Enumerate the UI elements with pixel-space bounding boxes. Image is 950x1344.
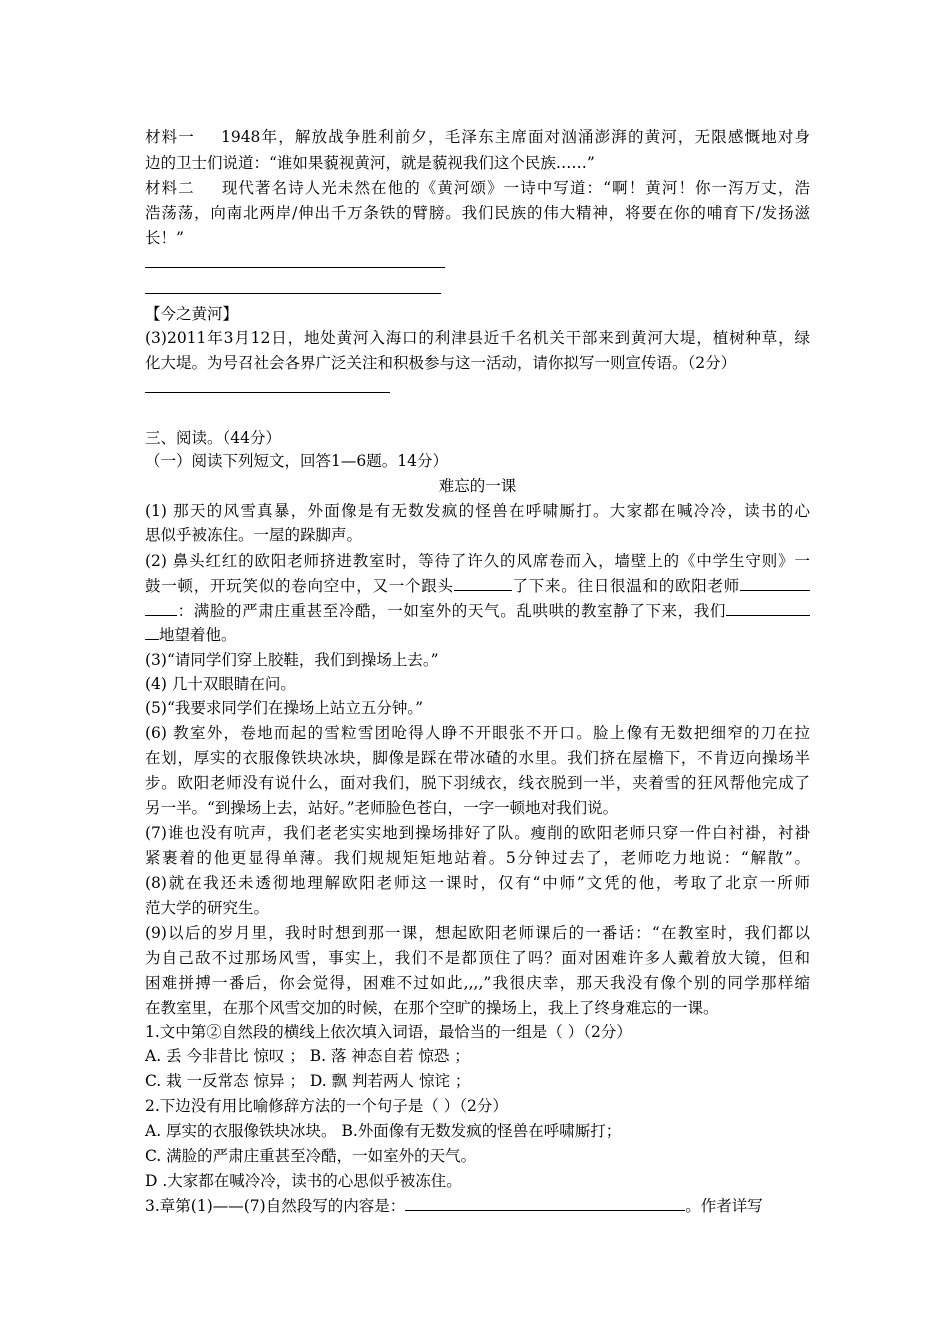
paragraph-2-line2 <box>145 575 810 597</box>
paragraph-2-line4 <box>145 624 810 646</box>
paragraph-1-line2: 思似乎被冻住。一屋的跺脚声。 <box>145 526 363 544</box>
paragraph-6-line3: 步。欧阳老师没有说什么，面对我们，脱下羽绒衣，线衣脱到一半，夹着雪的狂风帮他完成了 <box>145 774 810 792</box>
fill-blank-3[interactable] <box>726 601 810 616</box>
fill-blank-2-continued[interactable] <box>145 601 177 616</box>
fill-blank-3-continued[interactable] <box>145 625 159 640</box>
paragraph-9-line3: 困难拼搏一番后，你会觉得，困难不过如此,,,,”我很庆幸，那天我没有像个别的同学那样缩 <box>145 974 810 992</box>
paragraph-8-line1: (8)就在我还未透彻地理解欧阳老师这一课时，仅有“中师”文凭的他，考取了北京一所师 <box>145 874 810 892</box>
question-1-options-ab: A. 丢 今非昔比 惊叹 ； B. 落 神态自若 惊恐 ； <box>145 1047 470 1065</box>
material-one-label-line <box>145 126 810 148</box>
material-one-line1: 1948年，解放战争胜利前夕，毛泽东主席面对汹涌澎湃的黄河，无限感慨地对身 <box>220 128 810 146</box>
paragraph-3: (3)“请同学们穿上胶鞋，我们到操场上去。” <box>145 651 439 669</box>
paragraph-2-text: 地望着他。 <box>159 626 237 644</box>
paragraph-1-line1: (1) 那天的风雪真暴，外面像是有无数发疯的怪兽在呼啸厮打。大家都在喊冷冷，读书的心 <box>145 502 810 520</box>
paragraph-6-line4: 另一半。“到操场上去，站好。”老师脸色苍白，一字一顿地对我们说。 <box>145 799 619 817</box>
paragraph-2-text: 鼓一顿，开玩笑似的卷向空中，又一个跟头 <box>145 577 454 595</box>
question-3-line2: 化大堤。为号召社会各界广泛关注和积极参与这一活动，请你拟写一则宣传语。（2分） <box>145 354 737 372</box>
paragraph-5: (5)“我要求同学们在操场上站立五分钟。” <box>145 699 424 717</box>
fill-blank-2[interactable] <box>740 576 810 591</box>
question-3-line <box>145 1195 810 1217</box>
question-3-text: 3.章第(1)——(7)自然段写的内容是： <box>145 1197 406 1215</box>
paragraph-9-line4: 在教室里，在那个风雪交加的时候，在那个空旷的操场上，我上了终身难忘的一课。 <box>145 999 719 1017</box>
material-two-label: 材料二 <box>145 179 195 197</box>
question-1-stem: 1.文中第②自然段的横线上依次填入词语，最恰当的一组是（ ）（2分） <box>145 1023 632 1041</box>
question-2-option-d: D .大家都在喊冷冷，读书的心思似乎被冻住。 <box>145 1172 462 1190</box>
paragraph-2-text: 了下来。往日很温和的欧阳老师 <box>511 577 740 595</box>
paragraph-7-line2: 紧裹着的他更显得单薄。我们规规矩矩地站着。5分钟过去了，老师吃力地说：“解散”。 <box>145 849 810 867</box>
paragraph-9-line1: (9)以后的岁月里，我时时想到那一课，想起欧阳老师课后的一番话：“在教室时，我们都以 <box>145 924 810 942</box>
question-1-options-cd: C. 栽 一反常态 惊异 ； D. 飘 判若两人 惊诧 ； <box>145 1072 471 1090</box>
question-3-answer-blank[interactable] <box>405 1196 685 1211</box>
paragraph-2-line3 <box>145 600 810 622</box>
question-3-text: 。作者详写 <box>685 1197 763 1215</box>
paragraph-2-line1: (2) 鼻头红红的欧阳老师挤进教室时，等待了许久的风席卷而入，墙壁上的《中学生守则》一 <box>145 552 810 570</box>
answer-line <box>145 293 441 294</box>
paragraph-6-line2: 在划，厚实的衣服像铁块冰块，脚像是踩在带冰碴的水里。我们挤在屋檐下，不肯迈向操场半 <box>145 749 810 767</box>
paragraph-9-line2: 为自己敌不过那场风雪，事实上，我们不是都顶住了吗？面对困难许多人戴着放大镜，但和 <box>145 949 810 967</box>
answer-line <box>145 392 390 393</box>
paragraph-7-line1: (7)谁也没有吭声，我们老老实实地到操场排好了队。瘦削的欧阳老师只穿一件白衬褂，衬褂 <box>145 824 810 842</box>
paragraph-4: (4) 几十双眼睛在问。 <box>145 675 296 693</box>
paragraph-2-text: ：满脸的严肃庄重甚至冷酷，一如室外的天气。乱哄哄的教室静了下来，我们 <box>177 602 726 620</box>
question-3-line1: (3)2011年3月12日，地处黄河入海口的利津县近千名机关干部来到黄河大堤，植树种草，绿 <box>145 329 810 347</box>
question-2-option-ab: A. 厚实的衣服像铁块冰块。 B.外面像有无数发疯的怪兽在呼啸厮打； <box>145 1122 622 1140</box>
answer-line <box>145 267 445 268</box>
material-two-line1: 现代著名诗人光未然在他的《黄河颂》一诗中写道：“啊！黄河！你一泻万丈，浩 <box>220 179 810 197</box>
section-three-heading: 三、阅读。（44分） <box>145 429 281 447</box>
paragraph-8-line2: 范大学的研究生。 <box>145 899 270 917</box>
material-one-line2: 边的卫士们说道：“谁如果藐视黄河，就是藐视我们这个民族……” <box>145 154 595 172</box>
paragraph-6-line1: (6) 教室外，卷地而起的雪粒雪团呛得人睁不开眼张不开口。脸上像有无数把细窄的刀在拉 <box>145 724 810 742</box>
material-two-line2: 浩荡荡，向南北两岸/伸出千万条铁的臂膀。我们民族的伟大精神，将要在你的哺育下/发扬滋 <box>145 204 810 222</box>
material-one-label: 材料一 <box>145 128 195 146</box>
section-heading-today: 【今之黄河】 <box>145 305 239 323</box>
material-two-label-line <box>145 177 810 199</box>
question-2-option-c: C. 满脸的严肃庄重甚至冷酷，一如室外的天气。 <box>145 1147 477 1165</box>
fill-blank-1[interactable] <box>454 576 512 591</box>
reading-part-one-instruction: （一）阅读下列短文，回答1—6题。14分） <box>145 452 448 470</box>
passage-title: 难忘的一课 <box>438 477 517 495</box>
material-two-line3: 长！” <box>145 229 184 247</box>
question-2-stem: 2.下边没有用比喻修辞方法的一个句子是（ ）（2分） <box>145 1097 508 1115</box>
